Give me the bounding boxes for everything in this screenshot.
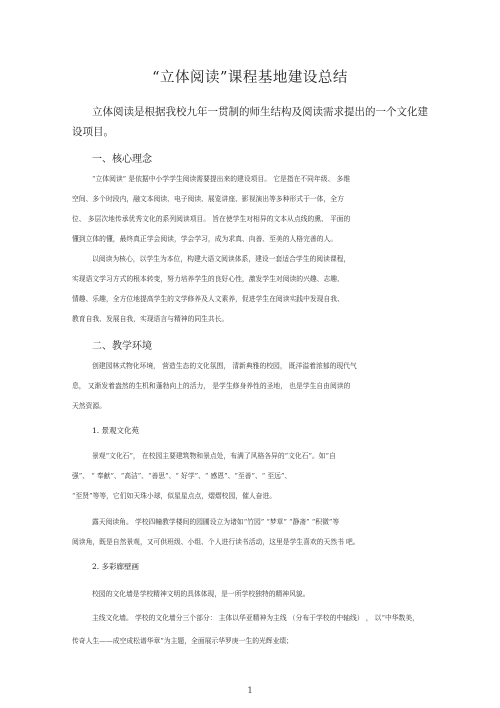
paragraph-line: 创建园林式物化环境， 营造生态的文化氛围， 清新典雅的校园， 既洋溢着浓郁的现代气	[92, 362, 357, 370]
paragraph-line: 露天阅读角。 学校四幢教学楼间的园圃设立为诸如“竹园” “梦草” “静斋” “积微”等	[92, 518, 340, 526]
paragraph-line: 强”、 “ 奉献”、“高洁”、“善思”、“ 好学”、“ 感恩”、“至善”、“ 至远”、	[72, 472, 292, 480]
paragraph-line: 景观“文化石”， 在校园主要建筑物和景点处，布满了风格各异的“文化石”。如“自	[92, 452, 336, 460]
subsection-heading-murals: 2. 多彩廊壁画	[92, 562, 140, 571]
page-number: 1	[247, 686, 253, 695]
section-heading-teaching-environment: 二、教学环境	[92, 341, 152, 352]
paragraph-line: 校园的文化墙是学校精神文明的具体体现，是一所学校独特的精神风貌。	[92, 590, 310, 598]
paragraph-line: 位、 多层次地传承优秀文化的系列阅读项目。 旨在使学生对相异的文本从点线的熏、 平面的	[72, 215, 351, 223]
paragraph-line: 阅读角，既是自然景观，又可供班级、小组、个人进行读书活动，这里是学生喜欢的天然书 吧。	[72, 538, 360, 546]
section-heading-core-idea: 一、核心理念	[92, 154, 152, 165]
paragraph-line: 情趣、乐趣，全方位地提高学生的文学修养及人文素养，促进学生在阅读实践中发现自我、	[72, 295, 344, 303]
paragraph-line: 懂到立体的懂，最终真正学会阅读，学会学习，成为求真、向善、至美的人格完善的人。	[72, 235, 338, 243]
paragraph-line: 实现语文学习方式的根本转变，努力培养学生的良好心性，激发学生对阅读的兴趣、志趣、	[72, 275, 344, 283]
paragraph-line: 以阅读为核心，以学生为本位，构建大语文阅读体系，建设一套适合学生的阅读课程，	[92, 255, 351, 263]
paragraph-line: 主线文化墙。 学校的文化墙分三个部分： 主体以华亚精神为主线 （分布于学校的中轴线） ， 以“中华数美，	[92, 614, 419, 622]
paragraph-line: 天然资源。	[72, 402, 106, 410]
paragraph-line: “至贤”等等，它们如天珠小球，似星星点点，熠熠校园，催人奋进。	[72, 492, 277, 500]
intro-line: 立体阅读是根据我校九年一贯制的师生结构及阅读需求提出的一个文化建	[92, 106, 428, 118]
document-title: “立体阅读”课程基地建设总结	[152, 70, 348, 86]
paragraph-line: “立体阅读” 是依据中小学学生阅读需要提出来的建设项目。 它是指在不同年级、 多维	[92, 175, 351, 183]
paragraph-line: 传奇人生——成空成松谱华章”为主题，全面展示华罗庚一生的光辉业绩；	[72, 637, 293, 645]
intro-line: 设项目。	[72, 126, 114, 138]
paragraph-line: 空间、多个时段内，融文本阅读、电子阅读、展览讲座、影视演出等多种形式于一体，全方	[72, 195, 344, 203]
paragraph-line: 息， 又渐发着盎然的生机和蓬勃向上的活力， 是学生修身养性的圣地， 也是学生自由阅读的	[72, 382, 351, 390]
subsection-heading-landscape: 1. 景观文化苑	[92, 426, 140, 435]
paragraph-line: 教育自我、发展自我，实现语言与精神的同生共长。	[72, 315, 229, 323]
